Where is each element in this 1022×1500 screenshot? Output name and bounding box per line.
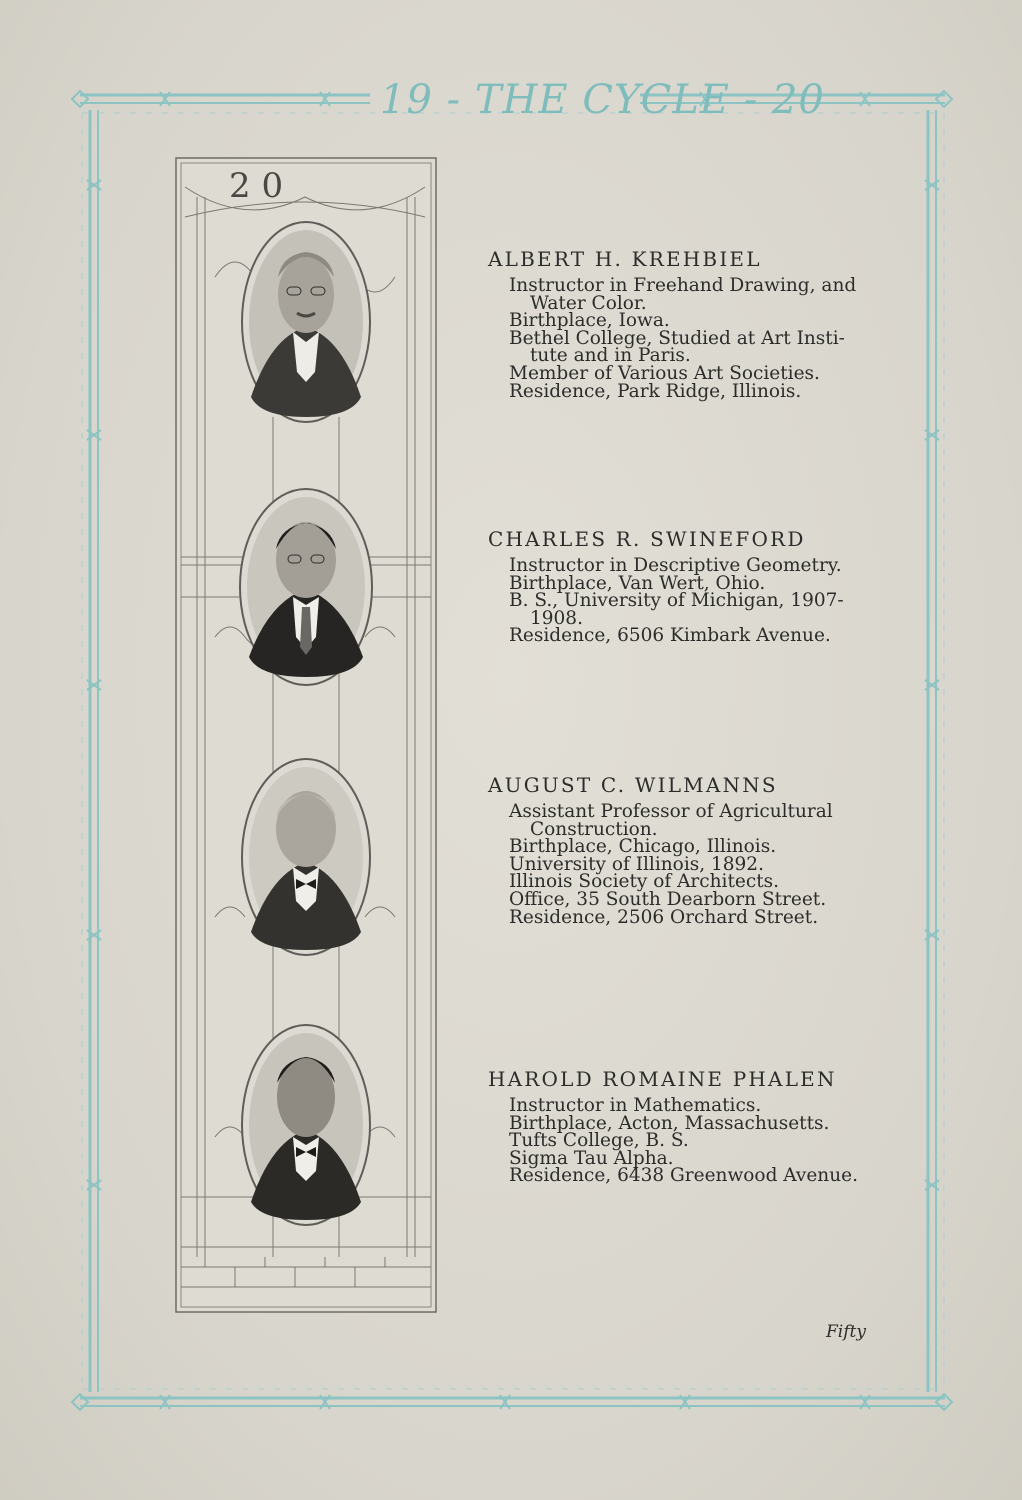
portrait-harold-phalen <box>242 1025 370 1225</box>
bio-line: Residence, 6506 Kimbark Avenue. <box>509 625 831 647</box>
bio-line: Residence, 6438 Greenwood Avenue. <box>509 1165 858 1187</box>
faculty-name: CHARLES R. SWINEFORD <box>488 527 806 551</box>
page-number: Fifty <box>826 1322 866 1342</box>
faculty-entry <box>488 1067 858 1187</box>
bio-line: Birthplace, Iowa. <box>509 310 670 332</box>
bio-line: Birthplace, Chicago, Illinois. <box>509 836 777 858</box>
portrait-august-wilmanns <box>242 759 370 955</box>
bio-line: Birthplace, Van Wert, Ohio. <box>509 572 766 594</box>
bio-line: Office, 35 South Dearborn Street. <box>509 888 827 910</box>
portrait-charles-swineford <box>240 489 372 685</box>
bio-line: Member of Various Art Societies. <box>509 362 820 384</box>
bio-line: Instructor in Descriptive Geometry. <box>509 555 842 576</box>
bio-line: Sigma Tau Alpha. <box>509 1147 674 1169</box>
bio-line: Residence, Park Ridge, Illinois. <box>509 380 802 402</box>
faculty-entry <box>488 527 848 645</box>
bio-line: Illinois Society of Architects. <box>509 871 780 893</box>
bio-line: Tufts College, B. S. <box>509 1130 689 1152</box>
bio-line: University of Illinois, 1892. <box>509 853 764 875</box>
bio-line: tute and in Paris. <box>530 345 691 367</box>
bio-line: Residence, 2506 Orchard Street. <box>509 906 819 928</box>
ornamental-portrait-panel <box>175 157 437 1313</box>
faculty-name: HAROLD ROMAINE PHALEN <box>488 1067 837 1091</box>
bio-line: Assistant Professor of Agricultural <box>509 801 833 822</box>
bio-line: 1908. <box>530 607 583 629</box>
bio-line: Instructor in Mathematics. <box>509 1095 762 1116</box>
portrait-albert-krehbiel <box>242 222 370 422</box>
bio-line: Construction. <box>530 818 658 840</box>
bio-line: Instructor in Freehand Drawing, and <box>509 275 857 296</box>
panel-monogram: 2 0 <box>229 166 284 206</box>
faculty-name: ALBERT H. KREHBIEL <box>488 247 762 271</box>
bio-line: Bethel College, Studied at Art Insti- <box>509 327 845 349</box>
faculty-entry <box>488 773 848 926</box>
faculty-entry <box>488 247 857 402</box>
faculty-name: AUGUST C. WILMANNS <box>488 773 778 797</box>
page-header-title: 19 - THE CYCLE - 20 <box>380 77 825 123</box>
bio-line: Birthplace, Acton, Massachusetts. <box>509 1112 830 1134</box>
bio-line: B. S., University of Michigan, 1907- <box>509 590 844 612</box>
bio-line: Water Color. <box>530 292 647 314</box>
